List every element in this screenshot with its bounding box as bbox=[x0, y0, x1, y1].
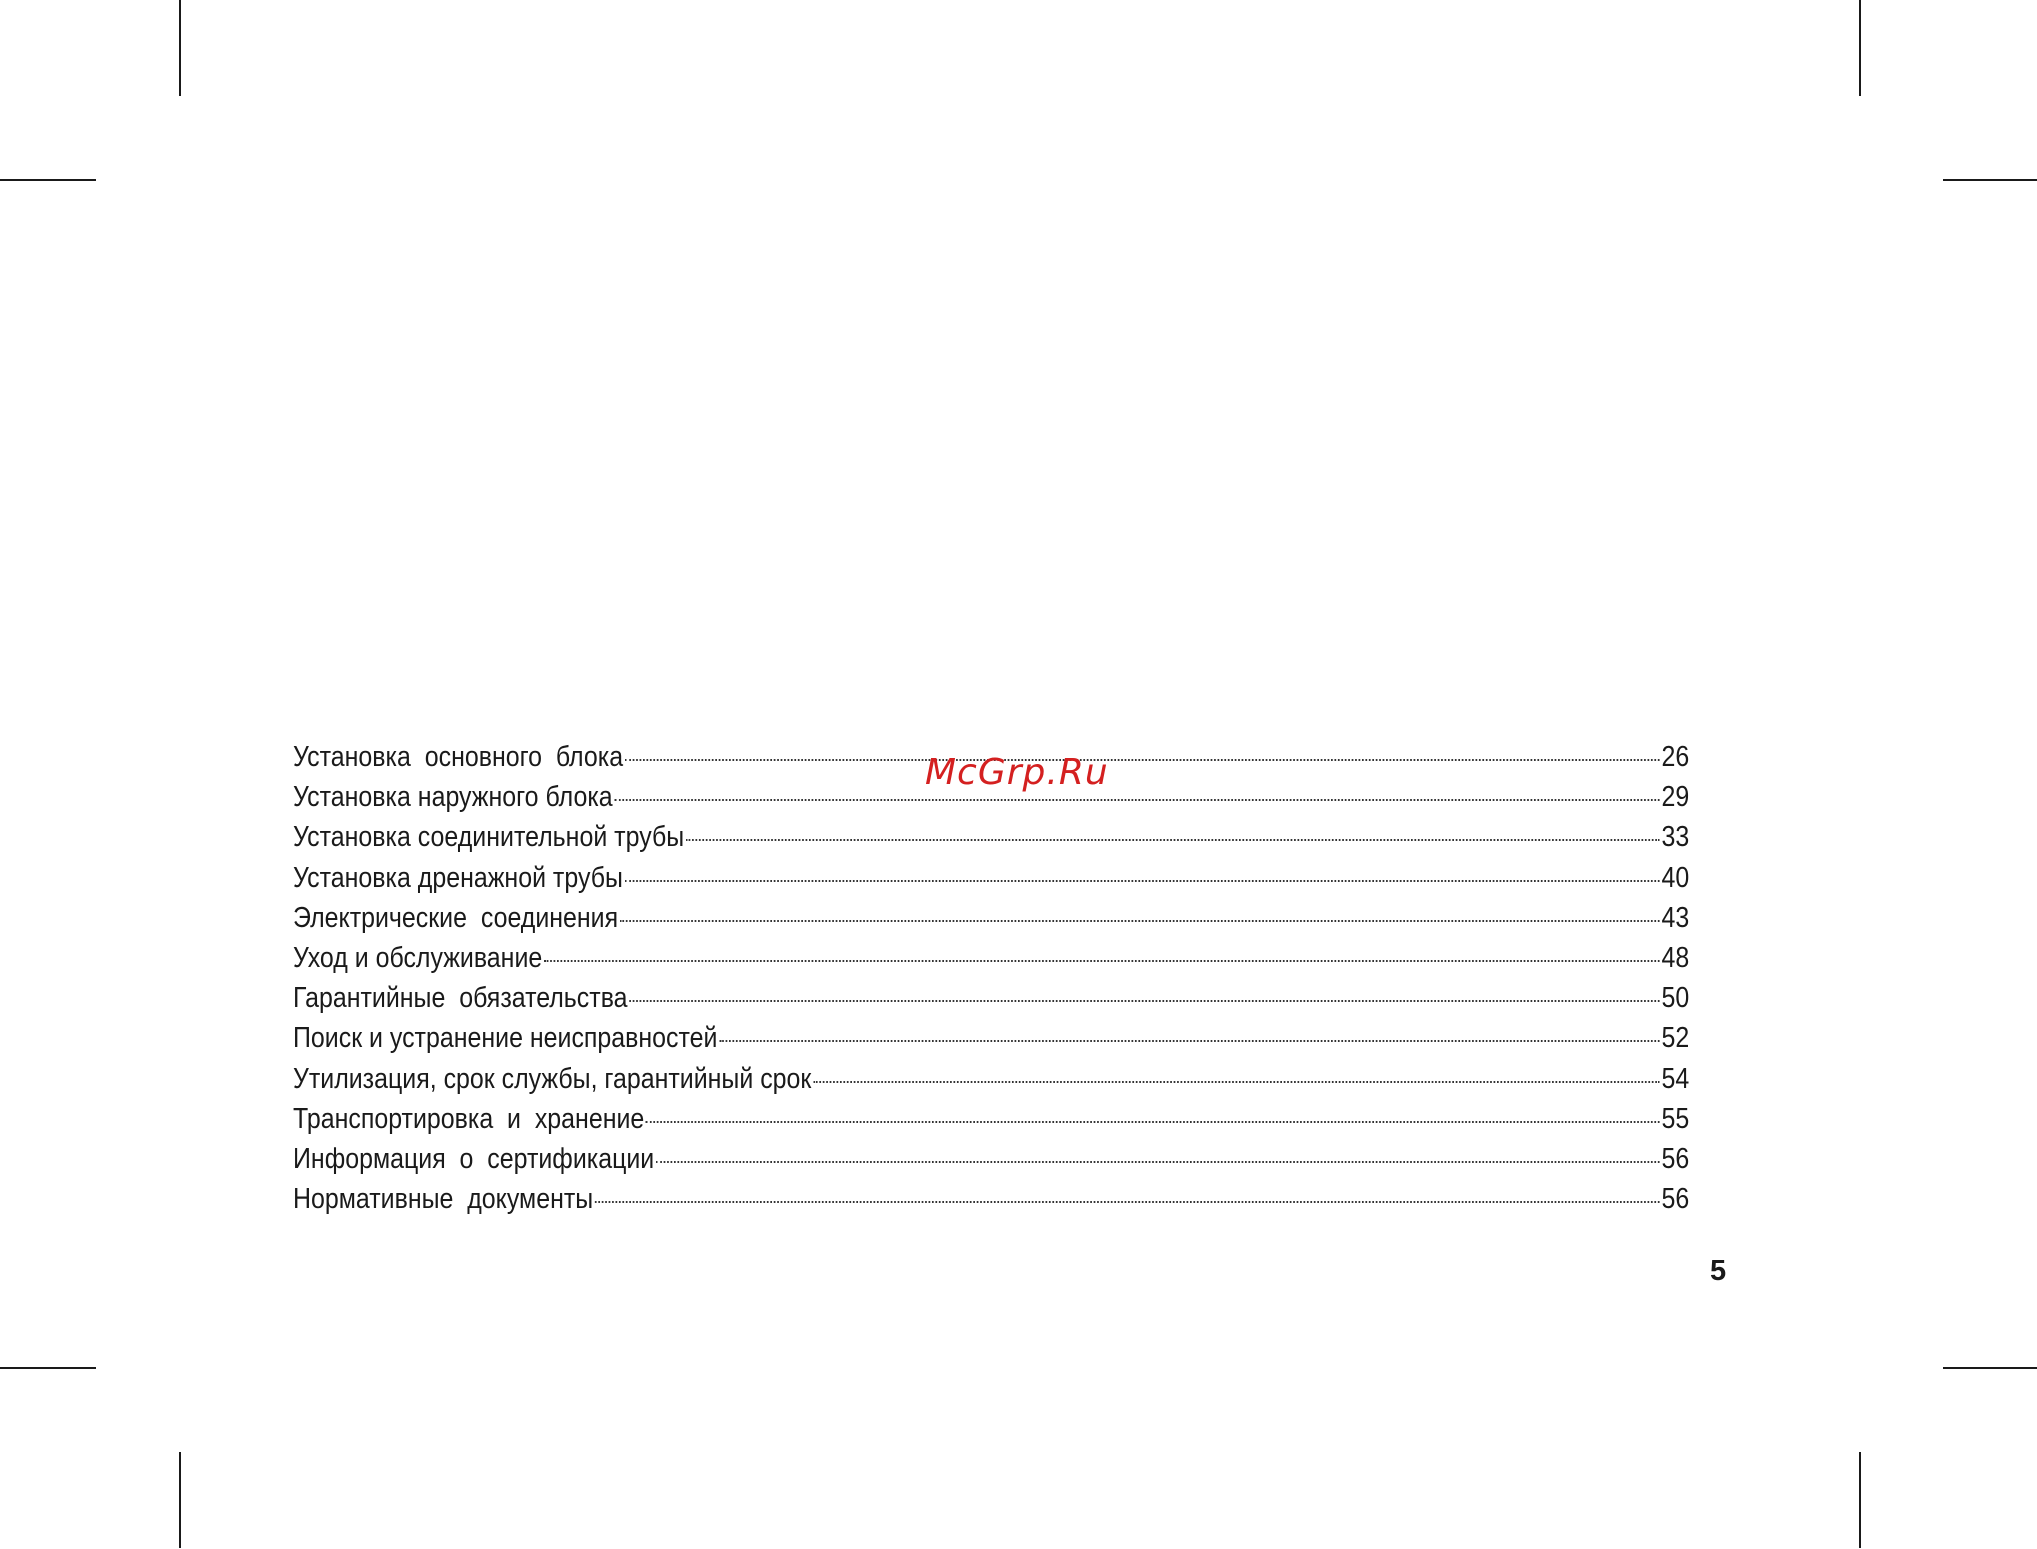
toc-entry[interactable] bbox=[293, 817, 1689, 857]
toc-entry-page: 26 bbox=[1661, 741, 1690, 773]
crop-mark-bottom-right-horizontal bbox=[1943, 1367, 2037, 1369]
toc-entry-title: Установка соединительной трубы bbox=[293, 821, 685, 854]
toc-entry-title: Гарантийные обязательства bbox=[293, 982, 628, 1015]
toc-dot-leader bbox=[620, 920, 1660, 922]
toc-entry-page: 56 bbox=[1661, 1183, 1690, 1216]
toc-entry-page: 43 bbox=[1661, 901, 1690, 934]
toc-entry-title: Поиск и устранение неисправностей bbox=[293, 1022, 718, 1055]
toc-entry[interactable] bbox=[293, 938, 1689, 978]
toc-entry[interactable] bbox=[293, 858, 1689, 898]
toc-dot-leader bbox=[656, 1161, 1660, 1163]
toc-entry[interactable] bbox=[293, 978, 1689, 1018]
toc-entry[interactable] bbox=[293, 1059, 1689, 1099]
toc-entry-title: Нормативные документы bbox=[293, 1183, 594, 1216]
toc-entry-page: 54 bbox=[1661, 1062, 1690, 1095]
toc-entry-page: 33 bbox=[1661, 821, 1690, 854]
crop-mark-top-right-vertical bbox=[1859, 0, 1861, 96]
toc-entry-page: 52 bbox=[1661, 1022, 1690, 1055]
toc-entry-title: Установка основного блока bbox=[293, 741, 624, 773]
toc-dot-leader bbox=[595, 1201, 1660, 1203]
crop-mark-bottom-left-horizontal bbox=[0, 1367, 96, 1369]
toc-dot-leader bbox=[719, 1040, 1660, 1042]
toc-entry-title: Установка наружного блока bbox=[293, 781, 613, 814]
toc-entry-title: Информация о сертификации bbox=[293, 1142, 655, 1175]
toc-entry-page: 48 bbox=[1661, 941, 1690, 974]
toc-entry-page: 50 bbox=[1661, 982, 1690, 1015]
toc-entry-page: 56 bbox=[1661, 1142, 1690, 1175]
toc-entry-title: Электрические соединения bbox=[293, 901, 619, 934]
crop-mark-bottom-left-vertical bbox=[179, 1452, 181, 1548]
toc-entry-page: 55 bbox=[1661, 1102, 1690, 1135]
crop-mark-top-right-horizontal bbox=[1943, 179, 2037, 181]
toc-dot-leader bbox=[544, 960, 1660, 962]
toc-dot-leader bbox=[686, 839, 1660, 841]
toc-entry[interactable] bbox=[293, 1018, 1689, 1058]
toc-dot-leader bbox=[625, 880, 1660, 882]
toc-entry-page: 40 bbox=[1661, 861, 1690, 894]
table-of-contents bbox=[293, 737, 1689, 1219]
toc-entry[interactable] bbox=[293, 898, 1689, 938]
toc-dot-leader bbox=[625, 759, 1660, 761]
toc-entry[interactable] bbox=[293, 1099, 1689, 1139]
toc-entry-title: Транспортировка и хранение bbox=[293, 1102, 645, 1135]
crop-mark-bottom-right-vertical bbox=[1859, 1452, 1861, 1548]
toc-dot-leader bbox=[813, 1081, 1660, 1083]
toc-entry[interactable] bbox=[293, 1139, 1689, 1179]
toc-dot-leader bbox=[629, 1000, 1660, 1002]
toc-entry-title: Уход и обслуживание bbox=[293, 941, 543, 974]
toc-entry[interactable] bbox=[293, 1179, 1689, 1219]
crop-mark-top-left-horizontal bbox=[0, 179, 96, 181]
page-number: 5 bbox=[1710, 1255, 1727, 1287]
crop-mark-top-left-vertical bbox=[179, 0, 181, 96]
toc-entry-title: Утилизация, срок службы, гарантийный срок bbox=[293, 1062, 812, 1095]
toc-dot-leader bbox=[614, 799, 1659, 801]
watermark: McGrp.Ru bbox=[925, 752, 1109, 793]
toc-dot-leader bbox=[646, 1121, 1660, 1123]
toc-entry-title: Установка дренажной трубы bbox=[293, 861, 623, 894]
toc-entry-page: 29 bbox=[1661, 781, 1690, 814]
